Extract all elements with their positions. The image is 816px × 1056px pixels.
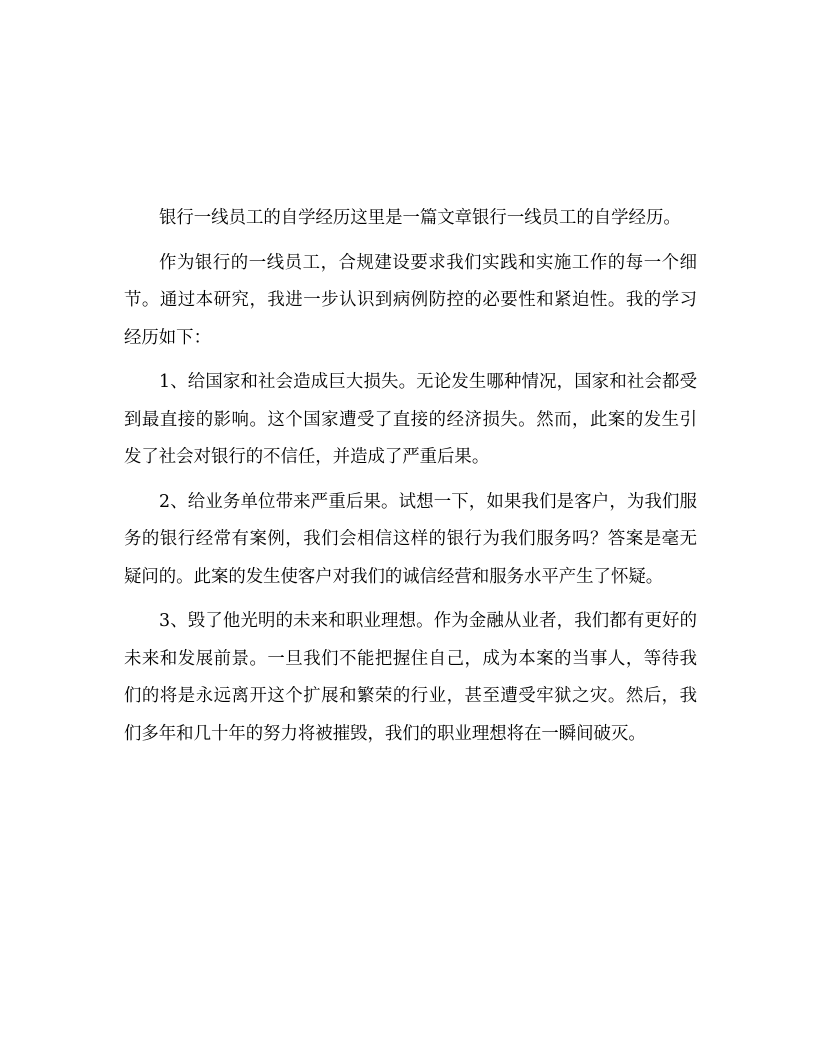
paragraph-intro: 银行一线员工的自学经历这里是一篇文章银行一线员工的自学经历。	[159, 208, 681, 228]
paragraph-point-1: 1、给国家和社会造成巨大损失。无论发生哪种情况，国家和社会都受到最直接的影响。这个国家遭受了直接的经济损失。然而，此案的发生引发了社会对银行的不信任，并造成了严重后果。	[124, 372, 697, 467]
paragraph-overview: 作为银行的一线员工，合规建设要求我们实践和实施工作的每一个细节。通过本研究，我进一步认识到病例防控的必要性和紧迫性。我的学习经历如下：	[124, 252, 697, 348]
document-body	[124, 200, 697, 760]
paragraph-point-3: 3、毁了他光明的未来和职业理想。作为金融从业者，我们都有更好的未来和发展前景。一旦我们不能把握住自己，成为本案的当事人，等待我们的将是永远离开这个扩展和繁荣的行业，甚至遭受牢狱之灾。然后，我们多年和几十年的努力将被摧毁，我们的职业理想将在一瞬间破灭。	[124, 611, 697, 744]
paragraph-point-2: 2、给业务单位带来严重后果。试想一下，如果我们是客户，为我们服务的银行经常有案例，我们会相信这样的银行为我们服务吗？答案是毫无疑问的。此案的发生使客户对我们的诚信经营和服务水平产生了怀疑。	[124, 491, 697, 587]
